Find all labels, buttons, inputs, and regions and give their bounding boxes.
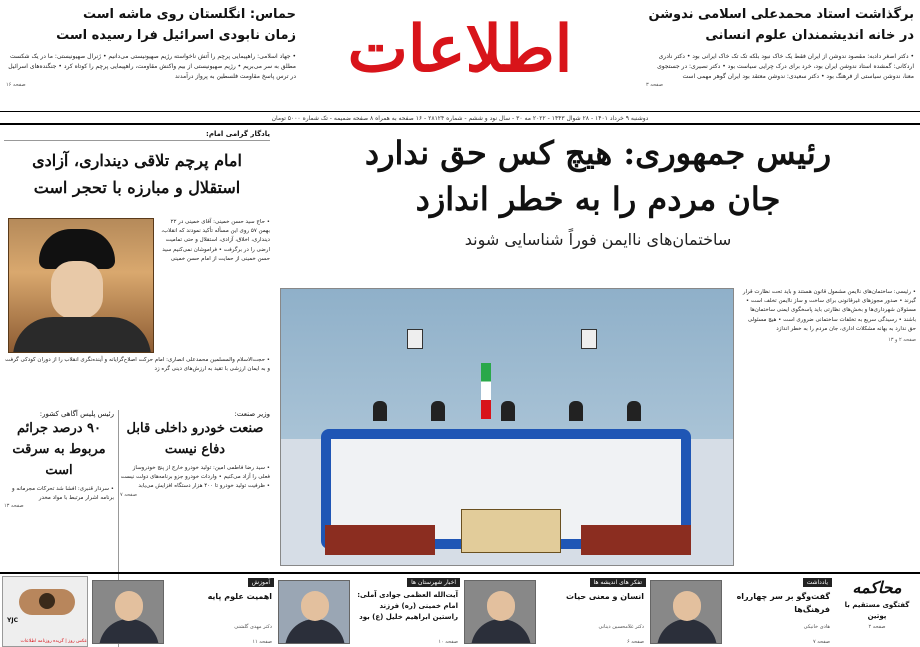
teaser-tag: آموزش [248,578,274,587]
eye-iris [39,593,55,609]
teaser-headline: زمان نابودی اسرائیل فرا رسیده است [56,28,296,43]
page-reference: صفحه ۱۳ [4,503,24,510]
teaser-author: دکتر غلامحسین دینانی [598,624,644,630]
teaser-title: آیت‌الله العظمی جوادی آملی: امام خمینی (ره) فرزند راستین ابراهیم خلیل (ع) بود [357,591,458,621]
person [501,401,515,421]
teaser-title: اهمیت علوم پایه [207,592,272,601]
teaser-bullets: • دکتر اصغر دادبه: مقصود ندوشن از ایران فقط یک خاک نبود بلکه تک تک خاک ایرانی بود • دکتر نادری اردکانی: گمشده استاد ندوشن ایران بود، خرد برای درک چرایی سیاست بود • دکتر نصیری: در جستجوی معنا، ندوشن سیاستی از فرهنگ بود • دکتر سعیدی: ندوشن معتقد بود ایران گوهر مهمی است [657,53,914,80]
story-kicker: رئیس پلیس آگاهی کشور: [39,410,114,418]
page-reference: صفحه ۱۰ [438,639,458,645]
teaser-cell[interactable] [92,576,274,647]
teaser-title: گفت‌وگو بر سر چهارراه فرهنگ‌ها [736,592,830,614]
teaser-brand: محاکمه [852,578,902,597]
cabinet-meeting-photo [280,288,734,566]
story-body: • سردار قنبری: افشا شد تحرکات مجرمانه و برنامه اشرار مرتبط با مواد مخدر [11,486,114,502]
carpet [325,525,435,555]
person [569,401,583,421]
teaser-headline: در خانه اندیشمندان علوم انسانی [705,28,914,43]
photo-head [301,591,329,621]
masthead-right-teaser[interactable] [646,4,914,88]
author-photo [464,580,536,644]
story-headline[interactable]: امام پرچم تلاقی دینداری، آزادی استقلال و مبارزه با تحجر است [32,151,242,197]
page-reference: صفحه ۷ [813,639,830,645]
portrait-robe [13,317,151,353]
photo-head [487,591,515,621]
teaser-cell[interactable] [278,576,460,647]
photo-of-the-day[interactable] [2,576,88,647]
teaser-bullets: • جهاد اسلامی: راهپیمایی پرچم را آتش ناخواسته رژیم صهیونیستی می‌دانیم • ژنرال صهیونیستی: ما در یک شکست مطلق به سر می‌بریم • رژیم صهیونیستی از بیم واکنش مقاومت، راهپیمایی پرچم را کوتاه کرد • جنگنده‌های اسرائیل در ترس پاسخ مقاومت فلسطین به پرواز درآمدند [8,53,296,80]
photo-suit [657,619,717,644]
story-body: • حجت‌الاسلام والمسلمین محمدعلی انصاری: امام حرکت اصلاح‌گرایانه و آینده‌نگری انقلاب را از دوران کودکی گرفت و به ایمان ارزشی با تقید به ارزش‌های دینی گره زد [5,357,270,373]
page-reference: صفحه ۷ [120,491,137,498]
putin-teaser[interactable] [836,576,918,647]
masthead-left-teaser[interactable] [6,4,296,88]
portrait-face [51,261,103,319]
photo-head [115,591,143,621]
page-reference: صفحه ۲ [868,624,886,630]
photo-suit [471,619,531,644]
portrait-frame [581,329,597,349]
teaser-title: انسان و معنی حیات [566,592,644,601]
center-box [461,509,561,553]
photo-caption: عکس روز | گزیده روزنامه اطلاعات [20,639,87,644]
photo-suit [285,619,345,644]
photo-suit [99,619,159,644]
portrait-photo [8,218,154,353]
logo-wordmark: اطلاعات [347,12,573,87]
teaser-author: هادی خانیکی [803,624,830,630]
page-reference: صفحه ۳ [646,82,663,88]
lead-subhead: ساختمان‌های ناایمن فوراً شناسایی شوند [464,230,732,249]
teaser-cell[interactable] [650,576,832,647]
portrait-frame [407,329,423,349]
teaser-title: گفتگوی مستقیم با پوتین [844,601,910,620]
story-body: • رئیسی: ساختمان‌های ناایمن مشمول قانون هستند و باید تحت نظارت قرار گیرند • صدور مجوزهای غیرقانونی برای ساخت و ساز ناایمن تخلف است • مسئولان شهرداری‌ها و بخش‌های نظارتی باید پاسخگوی ایمنی ساختمان‌ها باشند • رسیدگی سریع به تخلفات ساختمانی ضروری است • هیچ مسئولی حق ندارد به بهانه مشکلات اداری، جان مردم را به خطر اندازد [742,289,916,332]
teaser-tag: اخبار شهرستان ها [407,578,460,587]
lead-headline: رئیس جمهوری: هیچ کس حق ندارد [364,134,832,172]
dateline: دوشنبه ۹ خرداد ۱۴۰۱ - ۲۸ شوال ۱۴۴۳ - ۲۰۲۲ مه ۳۰ - سال نود و ششم - شماره ۲۸۱۲۴ - ۱۶ صفحه به همراه ۸ صفحه ضمیمه - تک شماره ۵۰۰۰ تومان [0,113,920,125]
police-story[interactable] [4,410,114,509]
person [627,401,641,421]
teaser-tag: تفکر های اندیشه ها [590,578,646,587]
newspaper-logo [300,2,620,102]
story-headline: صنعت خودرو داخلی قابل دفاع نیست [126,421,264,457]
page-reference: صفحه ۲ و ۱۳ [888,337,916,344]
teaser-author: دکتر مهدی گلشنی [234,624,272,630]
person [431,401,445,421]
lead-story[interactable] [280,130,916,249]
teaser-cell[interactable] [464,576,646,647]
iran-flag-icon [481,363,491,419]
page-reference: صفحه ۶ [627,639,644,645]
page-reference: صفحه ۱۶ [6,82,26,88]
story-kicker: وزیر صنعت: [234,410,270,418]
author-photo [650,580,722,644]
page-reference: صفحه ۱۱ [252,639,272,645]
person [373,401,387,421]
lead-story-body [740,288,916,345]
lead-headline: جان مردم را به خطر اندازد [415,180,781,218]
industry-minister-story[interactable] [120,410,270,498]
story-headline: ۹۰ درصد جرائم مربوط به سرقت است [12,421,106,478]
teaser-tag: یادداشت [803,578,832,587]
teaser-headline: حماس: انگلستان روی ماشه است [82,7,296,22]
left-column-story [4,130,270,570]
story-kicker: یادگار گرامی امام: [4,130,270,141]
news-photo [278,580,350,644]
bottom-teaser-strip [0,572,920,647]
story-body: • سید رضا فاطمی امین: تولید خودرو خارج از پنج خودروساز فعلی را آزاد می‌کنیم • واردات خودرو جزو برنامه‌های دولت نیست • ظرفیت تولید خودرو تا ۴۰۰ هزار دستگاه افزایش می‌یابد [120,465,270,490]
watermark: YJC [7,617,18,624]
author-photo [92,580,164,644]
photo-head [673,591,701,621]
masthead [0,0,920,112]
story-body: • حاج سید حسن خمینی: آقای خمینی در ۲۲ بهمن ۵۷ روی این مسأله تأکید نمودند که انقلاب، دینداری، اخلاق، آزادی، استقلال و حتی تمامیت ارضی را در برگرفت • فراموشان نمی‌کنیم سید حسن خمینی از حمایت از امام حسن خمینی [161,219,270,262]
teaser-headline: برگذاشت استاد محمدعلی اسلامی ندوشن [648,7,914,22]
carpet [581,525,691,555]
